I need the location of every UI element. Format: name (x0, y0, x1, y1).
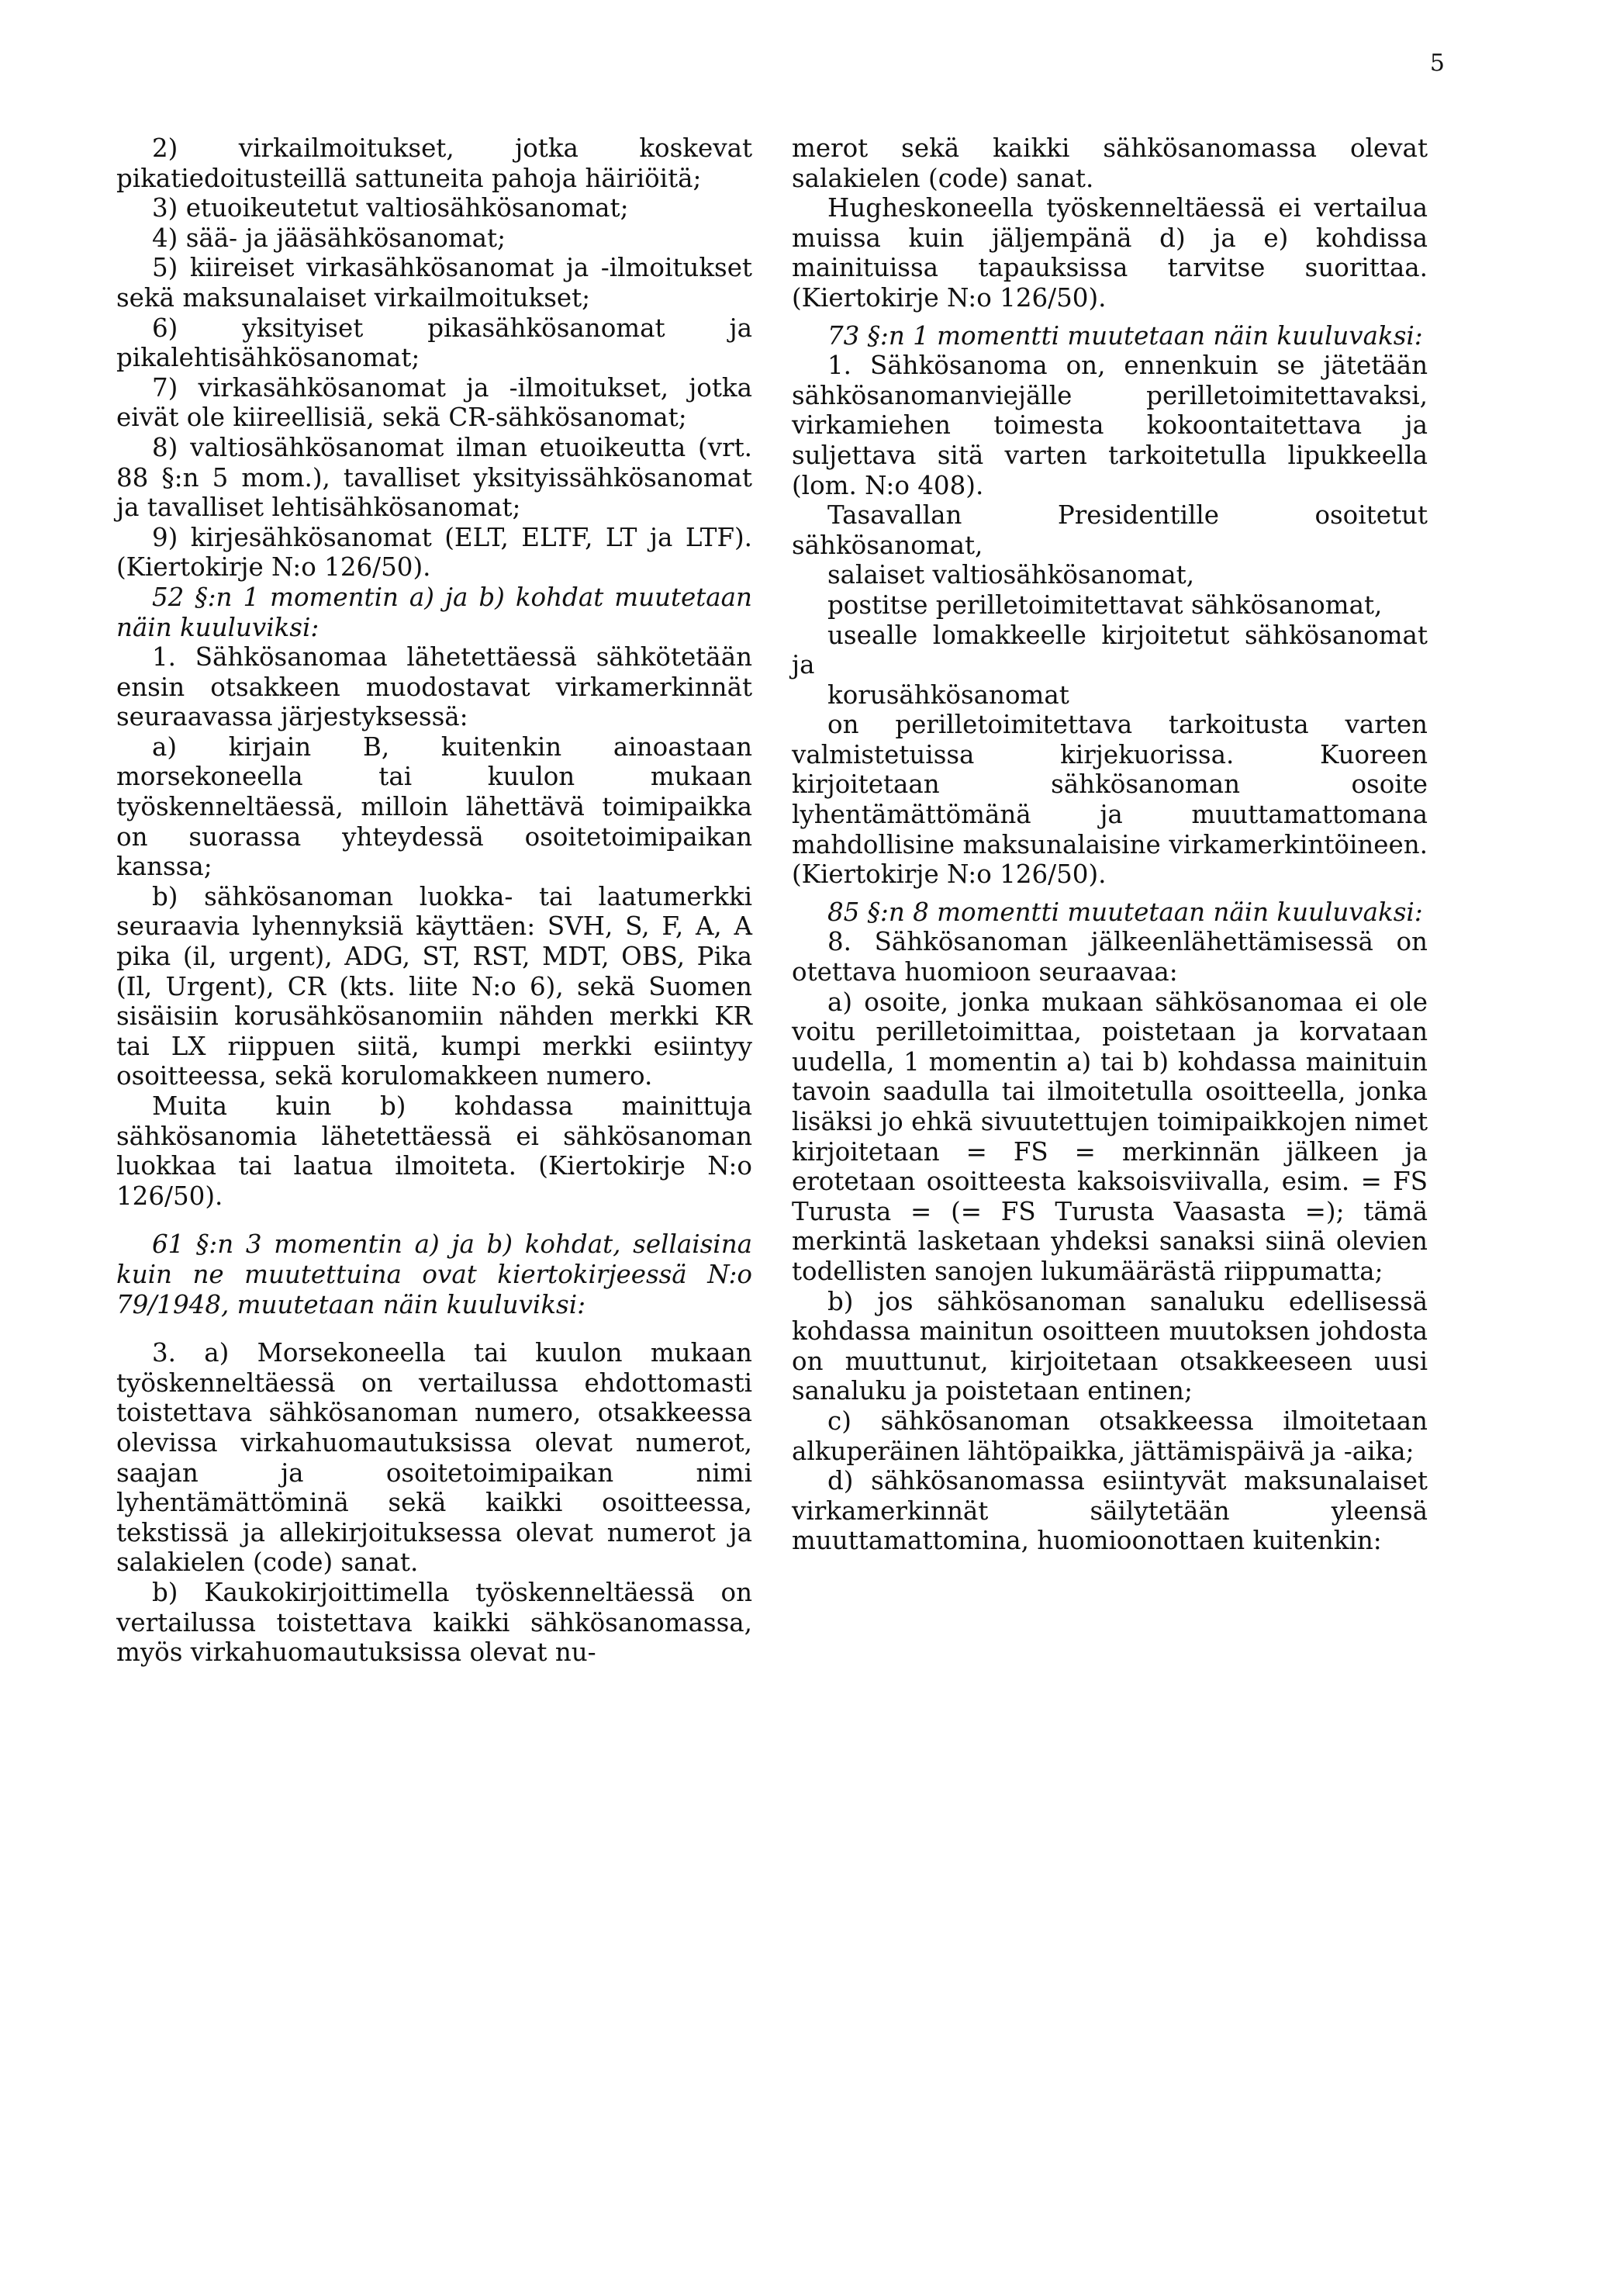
left-paragraph: b) sähkösanoman luokka- tai laatumerkki seuraavia lyhennyksiä käyttäen: SVH, S, F, A, A pika (il, urgent), ADG, ST, RST, MDT, OBS, Pika (Il, Urgent), CR (kts. liite N:o 6), sekä Suomen sisäisiin korusähkösanomiin nähden merkki KR tai LX riippuen siitä, kumpi merkki esiintyy osoitteessa, sekä korulomakkeen numero. (116, 881, 752, 1091)
right-paragraph: postitse perilletoimitettavat sähkösanomat, (827, 590, 1383, 620)
right-paragraph: usealle lomakkeelle kirjoitetut sähkösanomat ja (792, 620, 1428, 680)
right-paragraph: b) jos sähkösanoman sanaluku edellisessä kohdassa mainitun osoitteen muutoksen johdosta on muuttunut, kirjoitetaan otsakkeeseen uusi sanaluku ja poistetaan entinen; (792, 1286, 1428, 1406)
left-section-heading: 61 §:n 3 momentin a) ja b) kohdat, sellaisina kuin ne muutettuina ovat kiertokirjeessä N:o 79/1948, muutetaan näin kuuluviksi: (116, 1229, 752, 1319)
right-section-heading: 73 §:n 1 momentti muutetaan näin kuuluvaksi: (827, 320, 1423, 351)
left-paragraph: 4) sää- ja jääsähkösanomat; (152, 223, 506, 253)
right-paragraph: Hugheskoneella työskenneltäessä ei vertailua muissa kuin jäljempänä d) ja e) kohdissa mainituissa tapauksissa tarvitse suorittaa. (Kiertokirje N:o 126/50). (792, 193, 1428, 313)
left-section-heading: 52 §:n 1 momentin a) ja b) kohdat muutetaan näin kuuluviksi: (116, 582, 752, 642)
right-paragraph: merot sekä kaikki sähkösanomassa olevat salakielen (code) sanat. (792, 133, 1428, 193)
right-paragraph: 8. Sähkösanoman jälkeenlähettämisessä on otettava huomioon seuraavaa: (792, 927, 1428, 987)
left-paragraph: a) kirjain B, kuitenkin ainoastaan morsekoneella tai kuulon mukaan työskenneltäessä, milloin lähettävä toimipaikka on suorassa yhteydessä osoitetoimipaikan kanssa; (116, 731, 752, 882)
right-paragraph: d) sähkösanomassa esiintyvät maksunalaiset virkamerkinnät säilytetään yleensä muuttamattomina, huomioonottaen kuitenkin: (792, 1466, 1428, 1556)
right-paragraph: a) osoite, jonka mukaan sähkösanomaa ei ole voitu perilletoimittaa, poistetaan ja korvataan uudella, 1 momentin a) tai b) kohdassa mainituin tavoin saadulla tai ilmoitetulla osoitteella, jonka lisäksi jo ehkä sivuutettujen toimipaikkojen nimet kirjoitetaan = FS = merkinnän jälkeen ja erotetaan osoitteesta kaksoisviivalla, esim. = FS Turusta = (= FS Turusta Vaasasta =); tämä merkintä lasketaan yhdeksi sanaksi siinä olevien todellisten sanojen lukumäärästä riippumatta; (792, 987, 1428, 1286)
right-paragraph: salaiset valtiosähkösanomat, (827, 560, 1195, 590)
left-paragraph: 3) etuoikeutetut valtiosähkösanomat; (152, 193, 629, 223)
right-paragraph: c) sähkösanoman otsakkeessa ilmoitetaan alkuperäinen lähtöpaikka, jättämispäivä ja -aika; (792, 1406, 1428, 1466)
left-paragraph: 8) valtiosähkösanomat ilman etuoikeutta (vrt. 88 §:n 5 mom.), tavalliset yksityissähkösanomat ja tavalliset lehtisähkösanomat; (116, 432, 752, 523)
right-paragraph: Tasavallan Presidentille osoitetut sähkösanomat, (792, 500, 1428, 560)
left-paragraph: Muita kuin b) kohdassa mainittuja sähkösanomia lähetettäessä ei sähkösanoman luokkaa tai laatua ilmoiteta. (Kiertokirje N:o 126/50). (116, 1091, 752, 1211)
left-paragraph: 3. a) Morsekoneella tai kuulon mukaan työskenneltäessä on vertailussa ehdottomasti toistettava sähkösanoman numero, otsakkeessa olevissa virkahuomautuksissa olevat numerot, saajan ja osoitetoimipaikan nimi lyhentämättöminä sekä kaikki osoitteessa, tekstissä ja allekirjoituksessa olevat numerot ja salakielen (code) sanat. (116, 1338, 752, 1578)
right-section-heading: 85 §:n 8 momentti muutetaan näin kuuluvaksi: (827, 897, 1423, 927)
left-paragraph: 1. Sähkösanomaa lähetettäessä sähkötetään ensin otsakkeen muodostavat virkamerkinnät seuraavassa järjestyksessä: (116, 642, 752, 732)
right-text-column (792, 133, 1428, 1556)
right-paragraph: 1. Sähkösanoma on, ennenkuin se jätetään sähkösanomanviejälle perilletoimitettavaksi, virkamiehen toimesta kokoontaitettava ja suljettava sitä varten tarkoitetulla lipukkeella (lom. N:o 408). (792, 351, 1428, 500)
left-paragraph: 2) virkailmoitukset, jotka koskevat pikatiedoitusteillä sattuneita pahoja häiriöitä; (116, 133, 752, 193)
page-number: 5 (1429, 50, 1445, 77)
left-paragraph: 6) yksityiset pikasähkösanomat ja pikalehtisähkösanomat; (116, 313, 752, 373)
left-paragraph: b) Kaukokirjoittimella työskenneltäessä on vertailussa toistettava kaikki sähkösanomassa, myös virkahuomautuksissa olevat nu- (116, 1577, 752, 1668)
left-text-column (116, 133, 752, 1668)
right-paragraph: on perilletoimitettava tarkoitusta varten valmistetuissa kirjekuorissa. Kuoreen kirjoitetaan sähkösanoman osoite lyhentämättömänä ja muuttamattomana mahdollisine maksunalaisine virkamerkintöineen. (Kiertokirje N:o 126/50). (792, 710, 1428, 890)
left-paragraph: 9) kirjesähkösanomat (ELT, ELTF, LT ja LTF). (Kiertokirje N:o 126/50). (116, 522, 752, 583)
right-paragraph: korusähkösanomat (827, 679, 1069, 710)
left-paragraph: 5) kiireiset virkasähkösanomat ja -ilmoitukset sekä maksunalaiset virkailmoitukset; (116, 253, 752, 313)
left-paragraph: 7) virkasähkösanomat ja -ilmoitukset, jotka eivät ole kiireellisiä, sekä CR-sähkösanomat; (116, 372, 752, 433)
